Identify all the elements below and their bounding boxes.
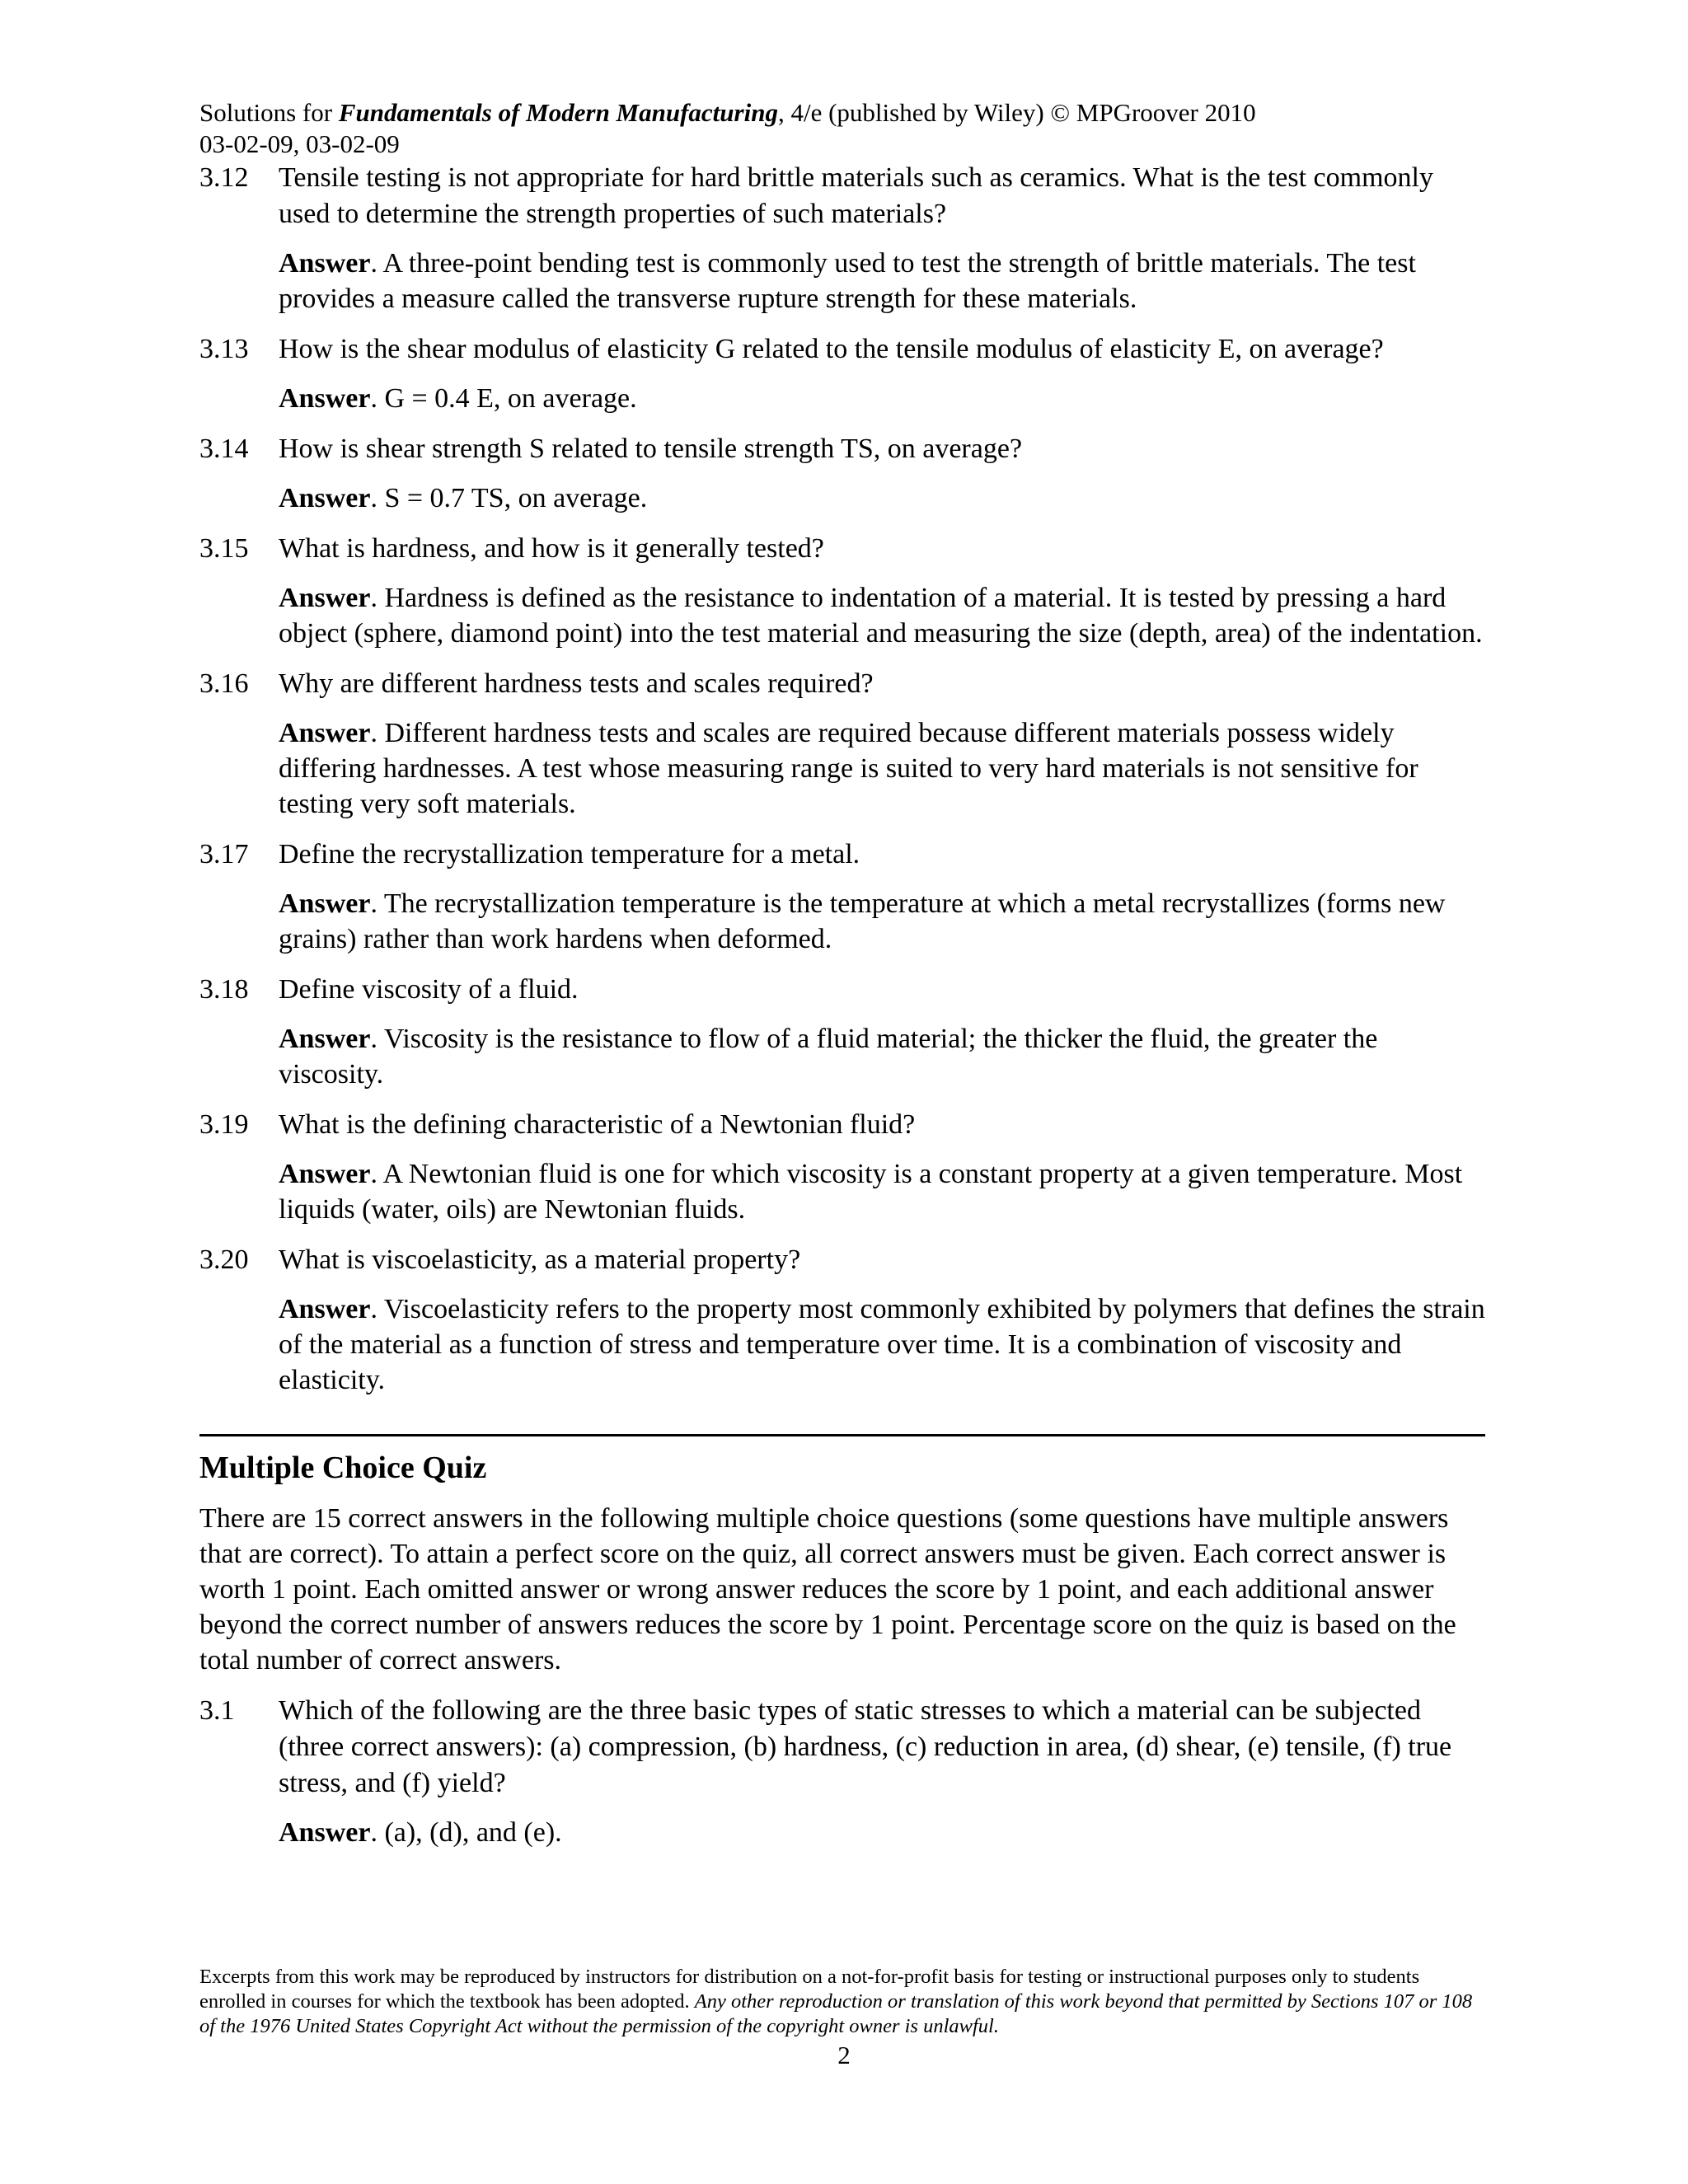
- question-text: What is the defining characteristic of a Newtonian fluid?: [279, 1109, 916, 1140]
- question: [199, 1242, 1485, 1278]
- question: [199, 160, 1485, 232]
- question-text: How is the shear modulus of elasticity G related to the tensile modulus of elasticity E, on average?: [279, 334, 1384, 364]
- answer-text: . (a), (d), and (e).: [370, 1817, 562, 1848]
- answer-label: Answer: [279, 1024, 371, 1054]
- answer-text: . Viscoelasticity refers to the property most commonly exhibited by polymers that defines the strain of the material as a function of stress and temperature over time. It is a combination of viscosity and elasticity.: [279, 1294, 1485, 1395]
- question-number: 3.20: [199, 1244, 249, 1275]
- question-number: 3.19: [199, 1109, 249, 1140]
- answer: [279, 886, 1485, 957]
- question-number: 3.12: [199, 162, 249, 193]
- answer-label: Answer: [279, 1159, 371, 1189]
- header-line: [199, 97, 1485, 129]
- answer-label: Answer: [279, 383, 371, 414]
- answer-text: . A three-point bending test is commonly used to test the strength of brittle materials. The test provides a measure called the transverse rupture strength for these materials.: [279, 248, 1416, 314]
- question-number: 3.14: [199, 434, 249, 464]
- quiz-question: [199, 1693, 1485, 1802]
- section-divider: [199, 1434, 1485, 1436]
- answer: [279, 381, 1485, 416]
- copyright-footer: [199, 1965, 1485, 2039]
- answer-text: . G = 0.4 E, on average.: [370, 383, 637, 414]
- answer-label: Answer: [279, 583, 371, 613]
- document-page: [199, 97, 1485, 1850]
- answer: [279, 246, 1485, 316]
- footer-text: Excerpts from this work may be reproduced by instructors for distribution on a not-for-profit basis for testing or instructional purposes only to students enrolled in courses for which the textbook has been adopted.: [199, 1966, 1420, 2013]
- question-text: Why are different hardness tests and scales required?: [279, 668, 874, 699]
- question-block: [199, 837, 1485, 957]
- question-number: 3.16: [199, 668, 249, 699]
- header-suffix: , 4/e (published by Wiley) © MPGroover 2010: [777, 98, 1256, 127]
- question: [199, 331, 1485, 368]
- question-number: 3.18: [199, 974, 249, 1005]
- quiz-question-block: [199, 1693, 1485, 1850]
- footer-italic-text: Any other reproduction or translation of this work beyond that permitted by Sections 107 or 108 of the 1976 United States Copyright Act without the permission of the copyright owner is unlawful.: [199, 1990, 1473, 2037]
- answer-text: . Different hardness tests and scales are required because different materials possess widely differing hardnesses. A test whose measuring range is suited to very hard materials is not sensitive for testing very soft materials.: [279, 718, 1418, 819]
- answer-label: Answer: [279, 248, 371, 279]
- answer-text: . Viscosity is the resistance to flow of a fluid material; the thicker the fluid, the greater the viscosity.: [279, 1024, 1378, 1090]
- question-number: 3.13: [199, 334, 249, 364]
- answer-text: . S = 0.7 TS, on average.: [370, 483, 648, 513]
- answer: [279, 480, 1485, 516]
- question-block: [199, 431, 1485, 516]
- answer-label: Answer: [279, 1294, 371, 1324]
- question-text: Define the recrystallization temperature for a metal.: [279, 839, 860, 869]
- answer: [279, 1156, 1485, 1227]
- question-block: [199, 531, 1485, 651]
- question-text: Which of the following are the three basic types of static stresses to which a material can be subjected (three correct answers): (a) compression, (b) hardness, (c) reduction in area, (d) shear, (e) tensile, (f) true stress, and (f) yield?: [279, 1695, 1452, 1798]
- question: [199, 1107, 1485, 1143]
- question-number: 3.1: [199, 1695, 235, 1726]
- answer-label: Answer: [279, 888, 371, 919]
- question: [199, 531, 1485, 567]
- answer-text: . A Newtonian fluid is one for which viscosity is a constant property at a given temperature. Most liquids (water, oils) are Newtonian fluids.: [279, 1159, 1463, 1225]
- question-block: [199, 160, 1485, 316]
- question: [199, 431, 1485, 467]
- quiz-answer: [279, 1815, 1485, 1850]
- question-block: [199, 1242, 1485, 1398]
- question-block: [199, 331, 1485, 416]
- question: [199, 972, 1485, 1008]
- question-block: [199, 972, 1485, 1092]
- answer-label: Answer: [279, 483, 371, 513]
- header-prefix: Solutions for: [199, 98, 339, 127]
- question: [199, 666, 1485, 702]
- question-text: Define viscosity of a fluid.: [279, 974, 579, 1005]
- question-text: Tensile testing is not appropriate for hard brittle materials such as ceramics. What is the test commonly used to determine the strength properties of such materials?: [279, 162, 1433, 229]
- question-text: What is viscoelasticity, as a material property?: [279, 1244, 801, 1275]
- header-dates: 03-02-09, 03-02-09: [199, 129, 400, 158]
- question-text: How is shear strength S related to tensile strength TS, on average?: [279, 434, 1023, 464]
- question: [199, 837, 1485, 873]
- quiz-intro: There are 15 correct answers in the following multiple choice questions (some questions have multiple answers that are correct). To attain a perfect score on the quiz, all correct answers must be given. Each correct answer is worth 1 point. Each omitted answer or wrong answer reduces the score by 1 point, and each additional answer beyond the correct number of answers reduces the score by 1 point. Percentage score on the quiz is based on the total number of correct answers.: [199, 1503, 1456, 1675]
- answer: [279, 1291, 1485, 1398]
- answer: [279, 1021, 1485, 1092]
- question-block: [199, 666, 1485, 822]
- section-title: Multiple Choice Quiz: [199, 1451, 487, 1485]
- running-header: [199, 97, 1485, 160]
- question-text: What is hardness, and how is it generally tested?: [279, 533, 824, 564]
- page-number: 2: [837, 2041, 851, 2069]
- answer: [279, 580, 1485, 651]
- answer-text: . Hardness is defined as the resistance to indentation of a material. It is tested by pressing a hard object (sphere, diamond point) into the test material and measuring the size (depth, area) of the indentation.: [279, 583, 1483, 649]
- answer-text: . The recrystallization temperature is the temperature at which a metal recrystallizes (forms new grains) rather than work hardens when deformed.: [279, 888, 1446, 954]
- question-number: 3.15: [199, 533, 249, 564]
- question-number: 3.17: [199, 839, 249, 869]
- question-block: [199, 1107, 1485, 1227]
- book-title: Fundamentals of Modern Manufacturing: [338, 98, 778, 127]
- answer: [279, 715, 1485, 822]
- answer-label: Answer: [279, 1817, 371, 1848]
- answer-label: Answer: [279, 718, 371, 748]
